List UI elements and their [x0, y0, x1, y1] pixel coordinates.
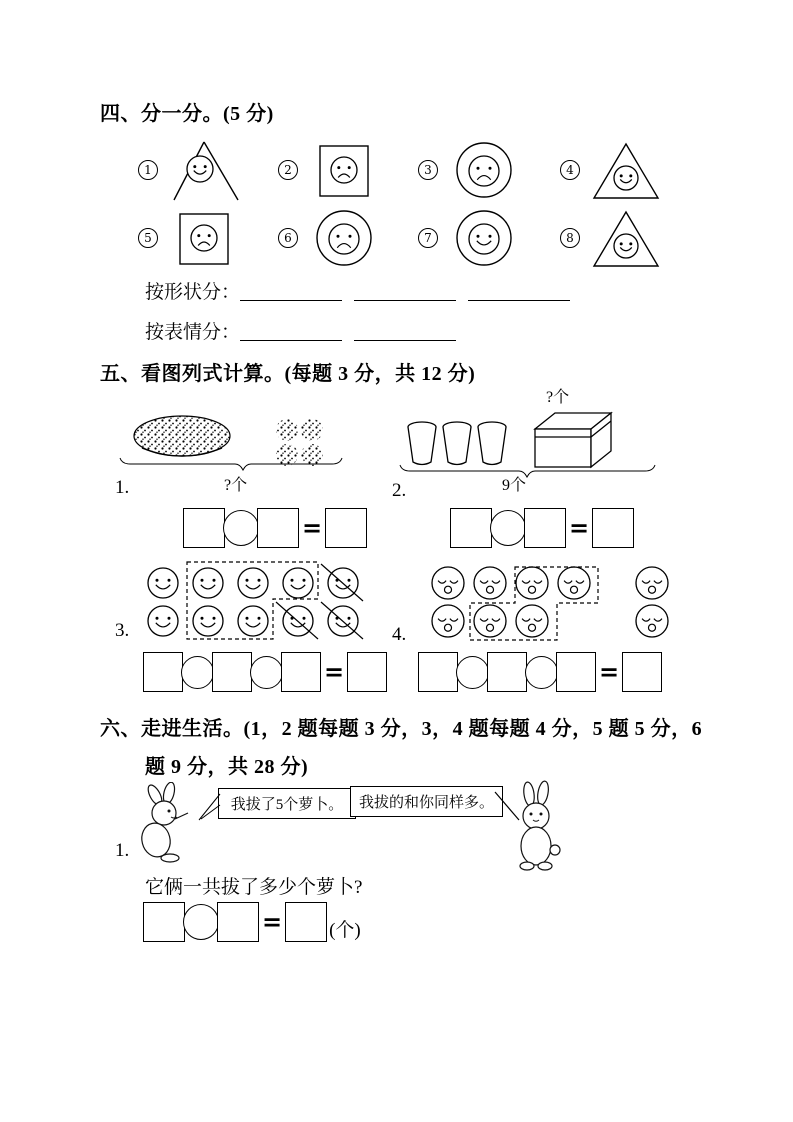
- operator-circle[interactable]: [181, 656, 214, 689]
- item-number: 4: [560, 160, 580, 180]
- shape-item-7: [418, 206, 524, 270]
- equals-sign: =: [599, 658, 620, 686]
- unit-label: (个): [329, 920, 361, 941]
- equals-sign: =: [324, 658, 345, 686]
- operator-circle[interactable]: [525, 656, 558, 689]
- operator-circle[interactable]: [183, 904, 219, 940]
- answer-box[interactable]: [325, 508, 367, 548]
- answer-box[interactable]: [212, 652, 252, 692]
- problem1-equation: [183, 508, 367, 548]
- shape-item-2: [278, 138, 384, 202]
- answer-box[interactable]: [487, 652, 527, 692]
- answer-box[interactable]: [217, 902, 259, 942]
- sleepy-faces-grid-graphic: [430, 558, 680, 648]
- item-number: 2: [278, 160, 298, 180]
- triangle-happy-face-graphic: [164, 138, 244, 202]
- equals-sign: =: [262, 908, 283, 936]
- item-number: 6: [278, 228, 298, 248]
- section6-problem1-number: 1.: [115, 840, 130, 861]
- problem2-number: 2.: [392, 480, 407, 501]
- problem3-equation: [143, 652, 387, 692]
- answer-box[interactable]: [285, 902, 327, 942]
- operator-circle[interactable]: [456, 656, 489, 689]
- cups-and-box-graphic: [395, 385, 665, 485]
- shape-item-1: [138, 138, 244, 202]
- problem4-number: 4.: [392, 624, 407, 645]
- speech-bubble-left-text: 我拔了5个萝卜。: [230, 797, 344, 813]
- answer-box[interactable]: [143, 902, 185, 942]
- shape-item-5: [138, 206, 244, 270]
- item-number: 3: [418, 160, 438, 180]
- circle-sad-face-graphic: [304, 206, 384, 270]
- problem2-equation: [450, 508, 634, 548]
- item-number: 7: [418, 228, 438, 248]
- shape-item-4: [560, 138, 666, 202]
- answer-box[interactable]: [524, 508, 566, 548]
- problem1-question: 它俩一共拔了多少个萝卜?: [145, 877, 363, 898]
- section4-heading: 四、分一分。(5 分): [100, 103, 274, 125]
- equals-sign: =: [302, 514, 323, 542]
- answer-blank[interactable]: [354, 283, 456, 301]
- item-number: 5: [138, 228, 158, 248]
- operator-circle[interactable]: [250, 656, 283, 689]
- answer-box[interactable]: [281, 652, 321, 692]
- section6-heading-line1: 六、走进生活。(1，2 题每题 3 分，3，4 题每题 4 分，5 题 5 分，6: [100, 718, 703, 740]
- problem1-number: 1.: [115, 477, 130, 498]
- section6-problem1-equation: [143, 902, 361, 942]
- rabbit-left-image: [128, 782, 206, 870]
- speech-bubble-right-text: 我拔的和你同样多。: [358, 795, 494, 811]
- answer-box[interactable]: [592, 508, 634, 548]
- sort-by-shape-label: 按形状分：: [145, 282, 241, 303]
- rabbit-right-image: [498, 778, 580, 873]
- square-sad-face-graphic: [164, 206, 244, 270]
- speech-bubble-left: [218, 788, 356, 819]
- smiley-faces-grid-graphic: [145, 558, 375, 648]
- problem3-number: 3.: [115, 620, 130, 641]
- problem2-box-label: ?个: [546, 389, 570, 406]
- problem4-equation: [418, 652, 662, 692]
- operator-circle[interactable]: [490, 510, 526, 546]
- triangle-happy-face-graphic: [586, 206, 666, 270]
- answer-blank[interactable]: [240, 283, 342, 301]
- sort-by-expression-row: [145, 317, 468, 344]
- answer-box[interactable]: [418, 652, 458, 692]
- sort-by-shape-row: [145, 277, 582, 304]
- equals-sign: =: [569, 514, 590, 542]
- underbrace: [400, 465, 655, 477]
- speech-bubble-left-tail: [196, 792, 222, 824]
- answer-box[interactable]: [622, 652, 662, 692]
- answer-blank[interactable]: [240, 323, 342, 341]
- answer-blank[interactable]: [354, 323, 456, 341]
- answer-box[interactable]: [347, 652, 387, 692]
- problem1-brace-label: ?个: [224, 477, 248, 494]
- answer-box[interactable]: [183, 508, 225, 548]
- item-number: 8: [560, 228, 580, 248]
- section6-heading-line2: 题 9 分，共 28 分): [145, 756, 309, 778]
- answer-box[interactable]: [143, 652, 183, 692]
- triangle-happy-face-graphic: [586, 138, 666, 202]
- answer-box[interactable]: [450, 508, 492, 548]
- item-number: 1: [138, 160, 158, 180]
- shape-item-8: [560, 206, 666, 270]
- circle-sad-face-graphic: [444, 138, 524, 202]
- sort-by-expression-label: 按表情分：: [145, 322, 241, 343]
- problem2-brace-label: 9个: [502, 477, 527, 494]
- section5-heading: 五、看图列式计算。(每题 3 分，共 12 分): [100, 363, 476, 385]
- speech-bubble-right: [350, 786, 503, 817]
- operator-circle[interactable]: [223, 510, 259, 546]
- shape-item-6: [278, 206, 384, 270]
- square-sad-face-graphic: [304, 138, 384, 202]
- answer-box[interactable]: [257, 508, 299, 548]
- answer-blank[interactable]: [468, 283, 570, 301]
- circle-happy-face-graphic: [444, 206, 524, 270]
- shape-item-3: [418, 138, 524, 202]
- answer-box[interactable]: [556, 652, 596, 692]
